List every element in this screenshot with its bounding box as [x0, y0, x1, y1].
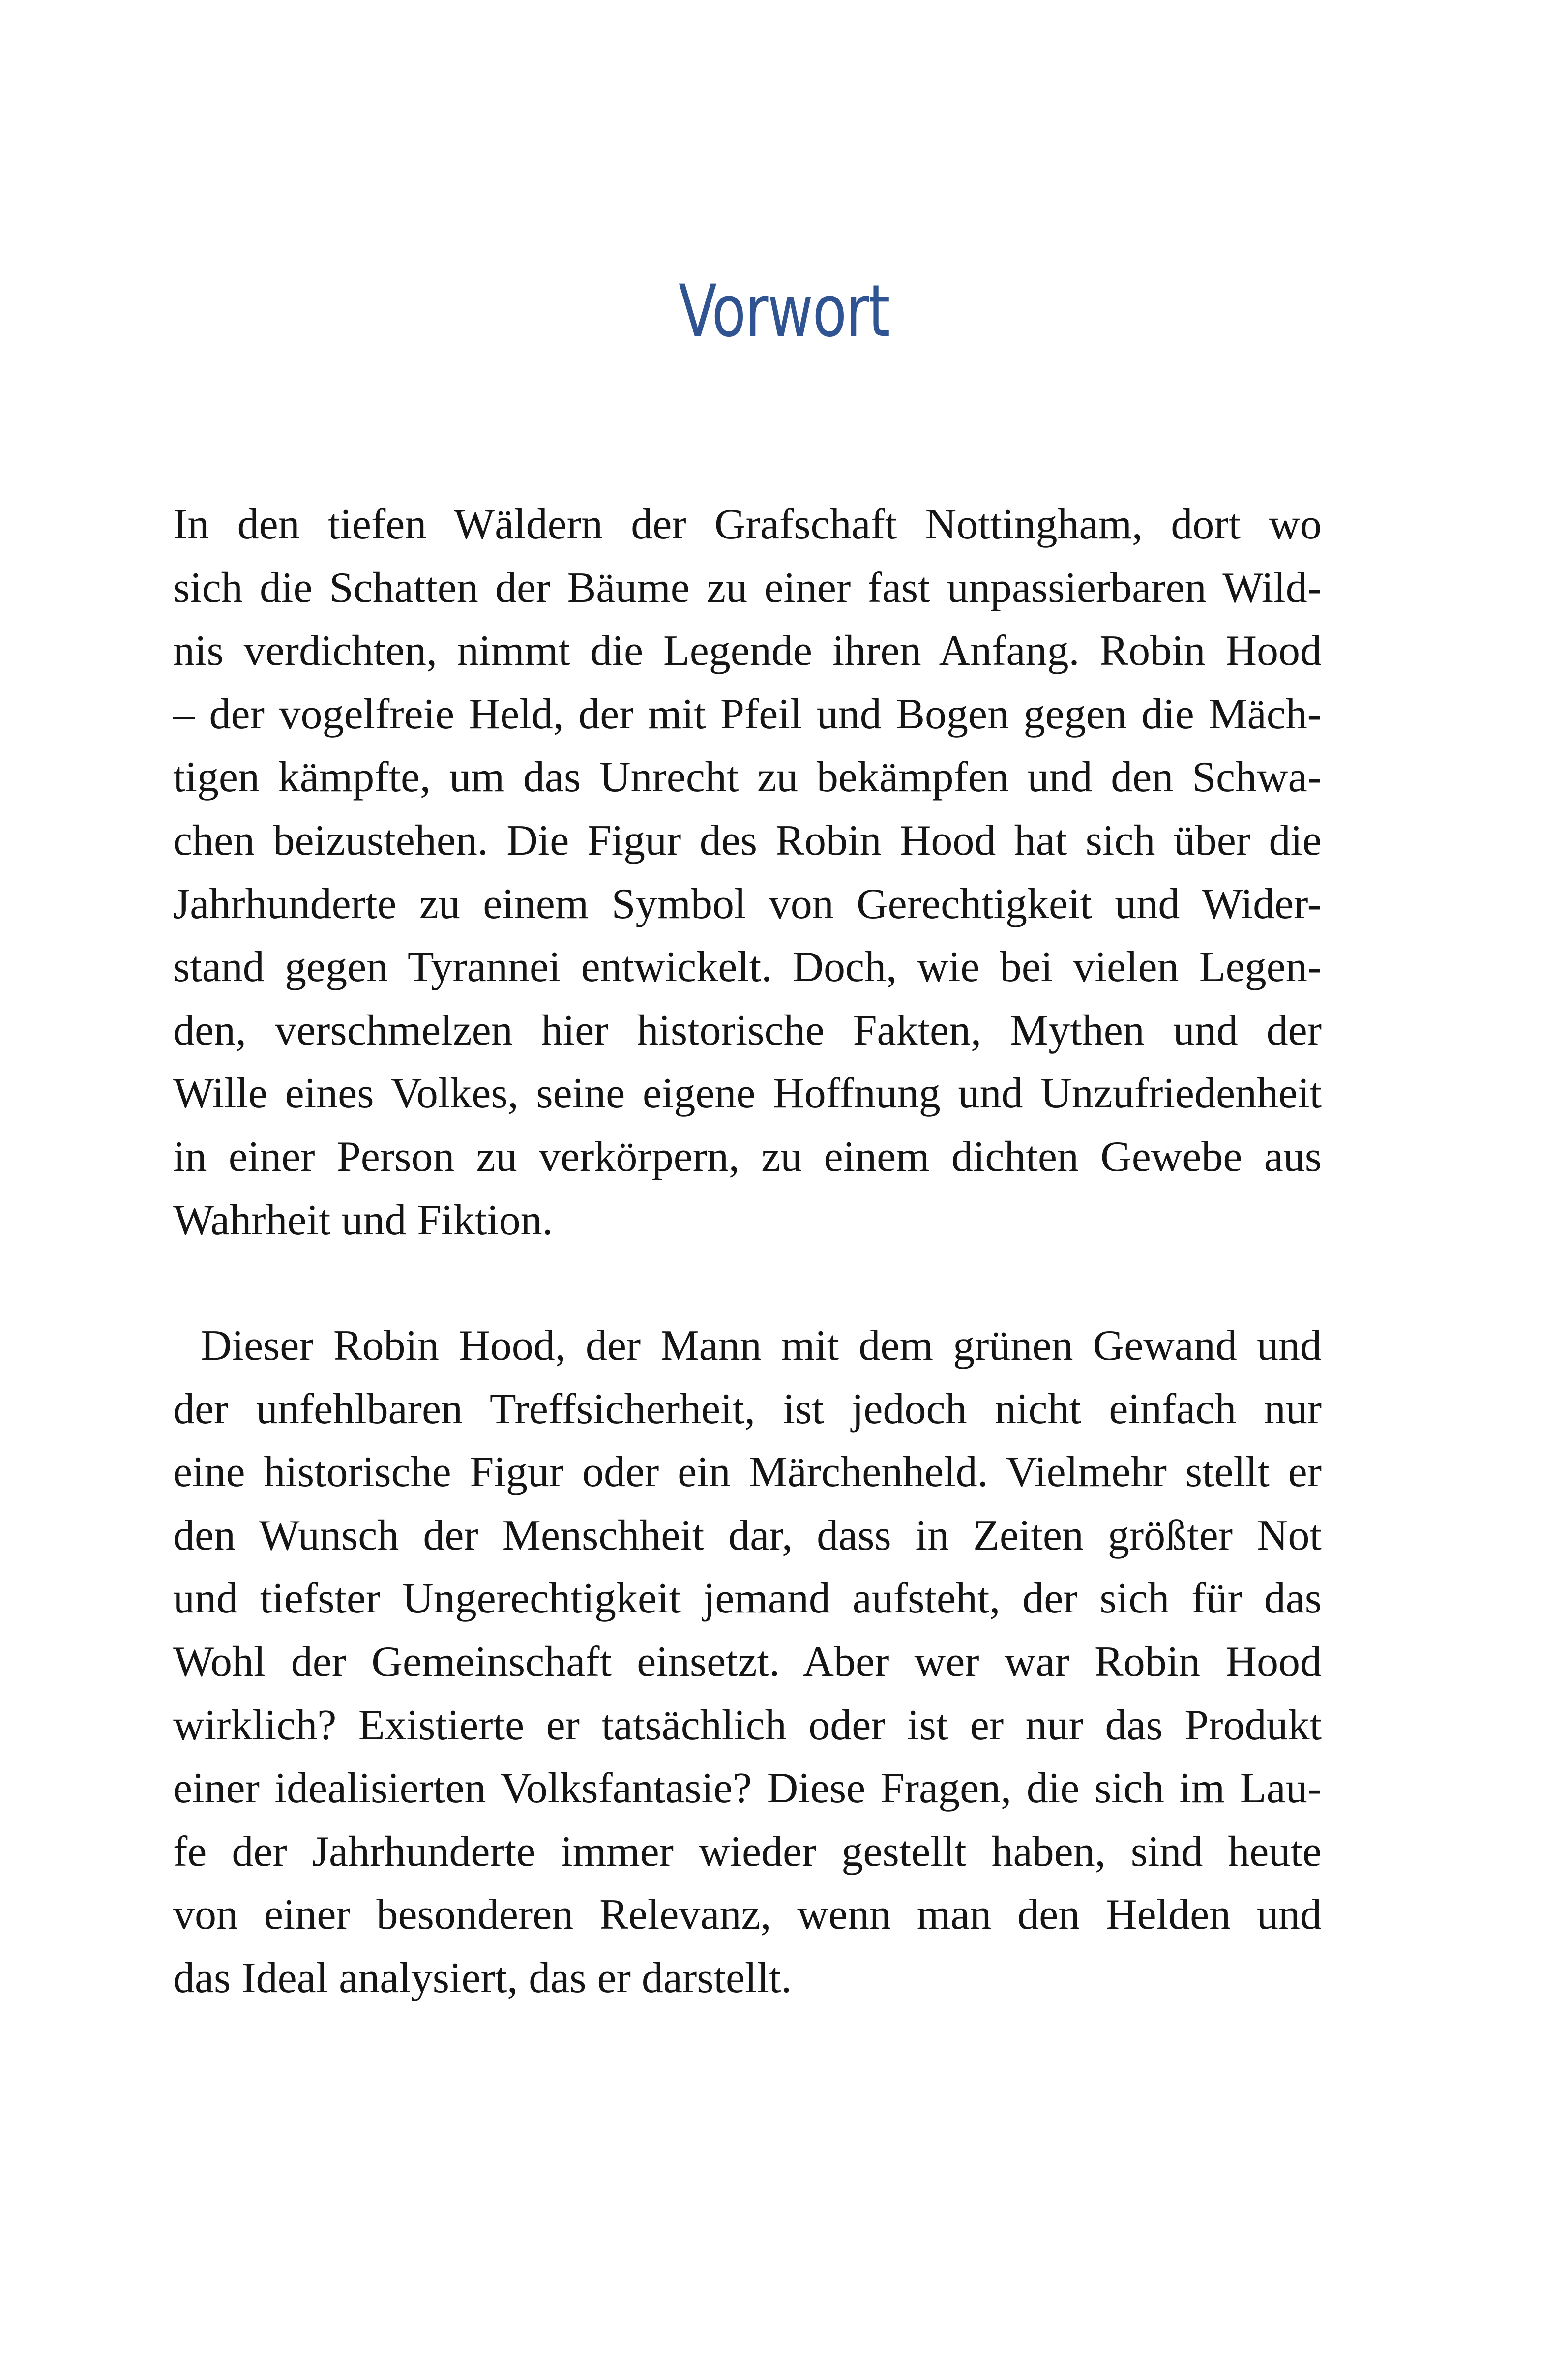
- text-line-first: Dieser Robin Hood, der Mann mit dem grünen Gewand und: [201, 1322, 1322, 1370]
- text-line: und tiefster Ungerechtigkeit jemand aufsteht, der sich für das: [173, 1575, 1322, 1623]
- text-line: in einer Person zu verkörpern, zu einem dichten Gewebe aus: [173, 1133, 1322, 1181]
- text-line: stand gegen Tyrannei entwickelt. Doch, wie bei vielen Legen-: [173, 943, 1322, 991]
- text-line: In den tiefen Wäldern der Grafschaft Nottingham, dort wo: [173, 501, 1322, 548]
- text-line: Wohl der Gemeinschaft einsetzt. Aber wer war Robin Hood: [173, 1638, 1322, 1686]
- text-line: sich die Schatten der Bäume zu einer fast unpassierbaren Wild-: [173, 564, 1322, 612]
- text-line: Wille eines Volkes, seine eigene Hoffnung und Unzufriedenheit: [173, 1070, 1322, 1118]
- text-line: den, verschmelzen hier historische Fakten, Mythen und der: [173, 1006, 1322, 1054]
- text-line: chen beizustehen. Die Figur des Robin Hood hat sich über die: [173, 816, 1322, 865]
- text-line: von einer besonderen Relevanz, wenn man den Helden und: [173, 1891, 1322, 1939]
- text-line-last: Wahrheit und Fiktion.: [173, 1196, 553, 1244]
- page-title: Vorwort: [679, 269, 889, 353]
- text-line: der unfehlbaren Treffsicherheit, ist jedoch nicht einfach nur: [173, 1385, 1322, 1433]
- text-line: wirklich? Existierte er tatsächlich oder ist er nur das Produkt: [173, 1701, 1322, 1749]
- text-line: einer idealisierten Volksfantasie? Diese Fragen, die sich im Lau-: [173, 1764, 1322, 1813]
- text-line: tigen kämpfte, um das Unrecht zu bekämpfen und den Schwa-: [173, 753, 1322, 802]
- text-line: nis verdichten, nimmt die Legende ihren Anfang. Robin Hood: [173, 627, 1322, 675]
- paragraph-2: [173, 1314, 1322, 2010]
- text-line: fe der Jahrhunderte immer wieder gestellt haben, sind heute: [173, 1827, 1322, 1876]
- text-line: – der vogelfreie Held, der mit Pfeil und Bogen gegen die Mäch-: [173, 690, 1322, 738]
- text-line: eine historische Figur oder ein Märchenheld. Vielmehr stellt er: [173, 1448, 1322, 1496]
- text-line: Jahrhunderte zu einem Symbol von Gerechtigkeit und Wider-: [173, 880, 1322, 928]
- text-line-last: das Ideal analysiert, das er darstellt.: [173, 1954, 792, 2002]
- text-line: den Wunsch der Menschheit dar, dass in Zeiten größter Not: [173, 1511, 1322, 1559]
- paragraph-1: [173, 493, 1322, 1252]
